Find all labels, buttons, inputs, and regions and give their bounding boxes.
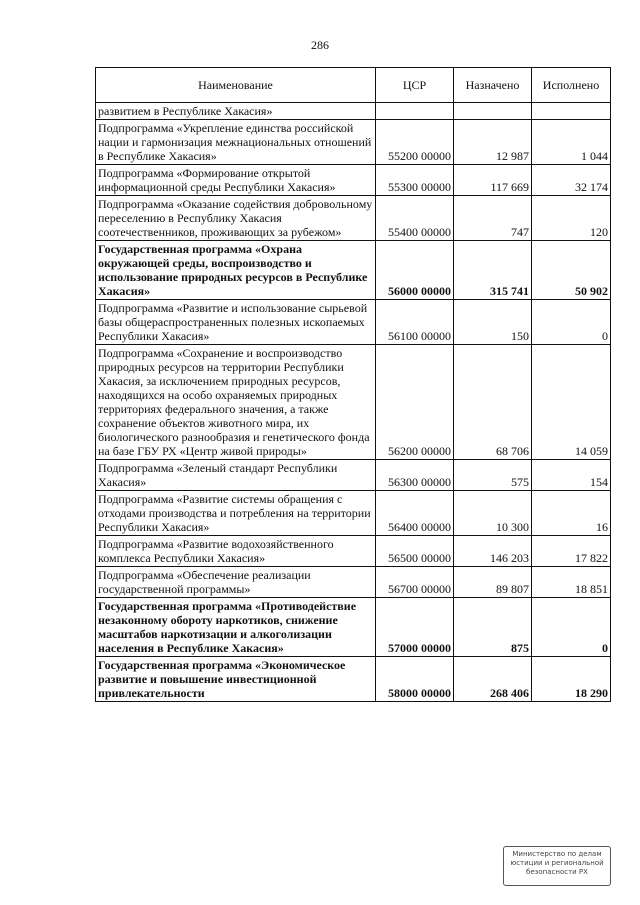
row-code: 56200 00000 [376,345,454,460]
row-assigned: 575 [454,460,532,491]
row-assigned: 875 [454,598,532,657]
row-name: Подпрограмма «Формирование открытой информационной среды Республики Хакасия» [96,165,376,196]
row-executed [532,103,611,120]
row-name: Подпрограмма «Укрепление единства российской нации и гармонизация межнациональных отношений в Республике Хакасия» [96,120,376,165]
table-row [96,598,611,657]
row-name: развитием в Республике Хакасия» [96,103,376,120]
table-row [96,460,611,491]
row-name: Государственная программа «Охрана окружающей среды, воспроизводство и использование природных ресурсов в Республике Хакасия» [96,241,376,300]
table-row [96,103,611,120]
row-assigned: 146 203 [454,536,532,567]
row-executed: 50 902 [532,241,611,300]
table-row [96,241,611,300]
row-code: 58000 00000 [376,657,454,702]
row-code: 56300 00000 [376,460,454,491]
row-code: 55300 00000 [376,165,454,196]
table-row [96,657,611,702]
row-assigned: 117 669 [454,165,532,196]
row-code [376,103,454,120]
table-row [96,536,611,567]
row-executed: 0 [532,300,611,345]
ministry-stamp [503,846,611,886]
row-executed: 32 174 [532,165,611,196]
table-row [96,345,611,460]
row-executed: 1 044 [532,120,611,165]
row-name: Государственная программа «Противодействие незаконному обороту наркотиков, снижение масштабов наркотизации и алкоголизации населения в Республике Хакасия» [96,598,376,657]
row-code: 55400 00000 [376,196,454,241]
row-assigned: 10 300 [454,491,532,536]
row-code: 56700 00000 [376,567,454,598]
stamp-line-3: безопасности РХ [526,868,588,876]
row-name: Подпрограмма «Обеспечение реализации государственной программы» [96,567,376,598]
row-name: Подпрограмма «Сохранение и воспроизводство природных ресурсов на территории Республики Хакасия, за исключением природных ресурсов, находящихся на особо охраняемых природных территориях федерального значения, а также сохранение объектов животного мира, их биологического разнообразия и генетического фонда на базе ГБУ РХ «Центр живой природы» [96,345,376,460]
row-executed: 17 822 [532,536,611,567]
row-executed: 154 [532,460,611,491]
row-name: Подпрограмма «Зеленый стандарт Республики Хакасия» [96,460,376,491]
row-assigned: 68 706 [454,345,532,460]
budget-table [95,67,611,702]
stamp-line-2: юстиции и региональной [510,859,604,867]
row-executed: 14 059 [532,345,611,460]
row-assigned [454,103,532,120]
row-assigned: 12 987 [454,120,532,165]
page-number: 286 [311,38,329,52]
header-assigned: Назначено [454,68,532,103]
row-code: 56500 00000 [376,536,454,567]
row-assigned: 268 406 [454,657,532,702]
row-code: 57000 00000 [376,598,454,657]
row-executed: 18 290 [532,657,611,702]
table-row [96,300,611,345]
table-row [96,567,611,598]
row-name: Подпрограмма «Развитие водохозяйственного комплекса Республики Хакасия» [96,536,376,567]
table-row [96,491,611,536]
row-name: Государственная программа «Экономическое развитие и повышение инвестиционной привлекательности [96,657,376,702]
header-executed: Исполнено [532,68,611,103]
table-row [96,120,611,165]
row-executed: 0 [532,598,611,657]
row-code: 56100 00000 [376,300,454,345]
row-assigned: 150 [454,300,532,345]
row-assigned: 89 807 [454,567,532,598]
row-executed: 16 [532,491,611,536]
row-assigned: 747 [454,196,532,241]
header-code: ЦСР [376,68,454,103]
row-code: 56000 00000 [376,241,454,300]
table-body [96,103,611,702]
row-name: Подпрограмма «Оказание содействия добровольному переселению в Республику Хакасия соотечественников, проживающих за рубежом» [96,196,376,241]
stamp-line-1: Министерство по делам [512,850,602,858]
table-row [96,196,611,241]
row-name: Подпрограмма «Развитие системы обращения с отходами производства и потребления на территории Республики Хакасия» [96,491,376,536]
table-header-row [96,68,611,103]
row-assigned: 315 741 [454,241,532,300]
header-name: Наименование [96,68,376,103]
row-code: 55200 00000 [376,120,454,165]
row-executed: 18 851 [532,567,611,598]
row-code: 56400 00000 [376,491,454,536]
row-executed: 120 [532,196,611,241]
row-name: Подпрограмма «Развитие и использование сырьевой базы общераспространенных полезных ископаемых Республики Хакасия» [96,300,376,345]
table-row [96,165,611,196]
